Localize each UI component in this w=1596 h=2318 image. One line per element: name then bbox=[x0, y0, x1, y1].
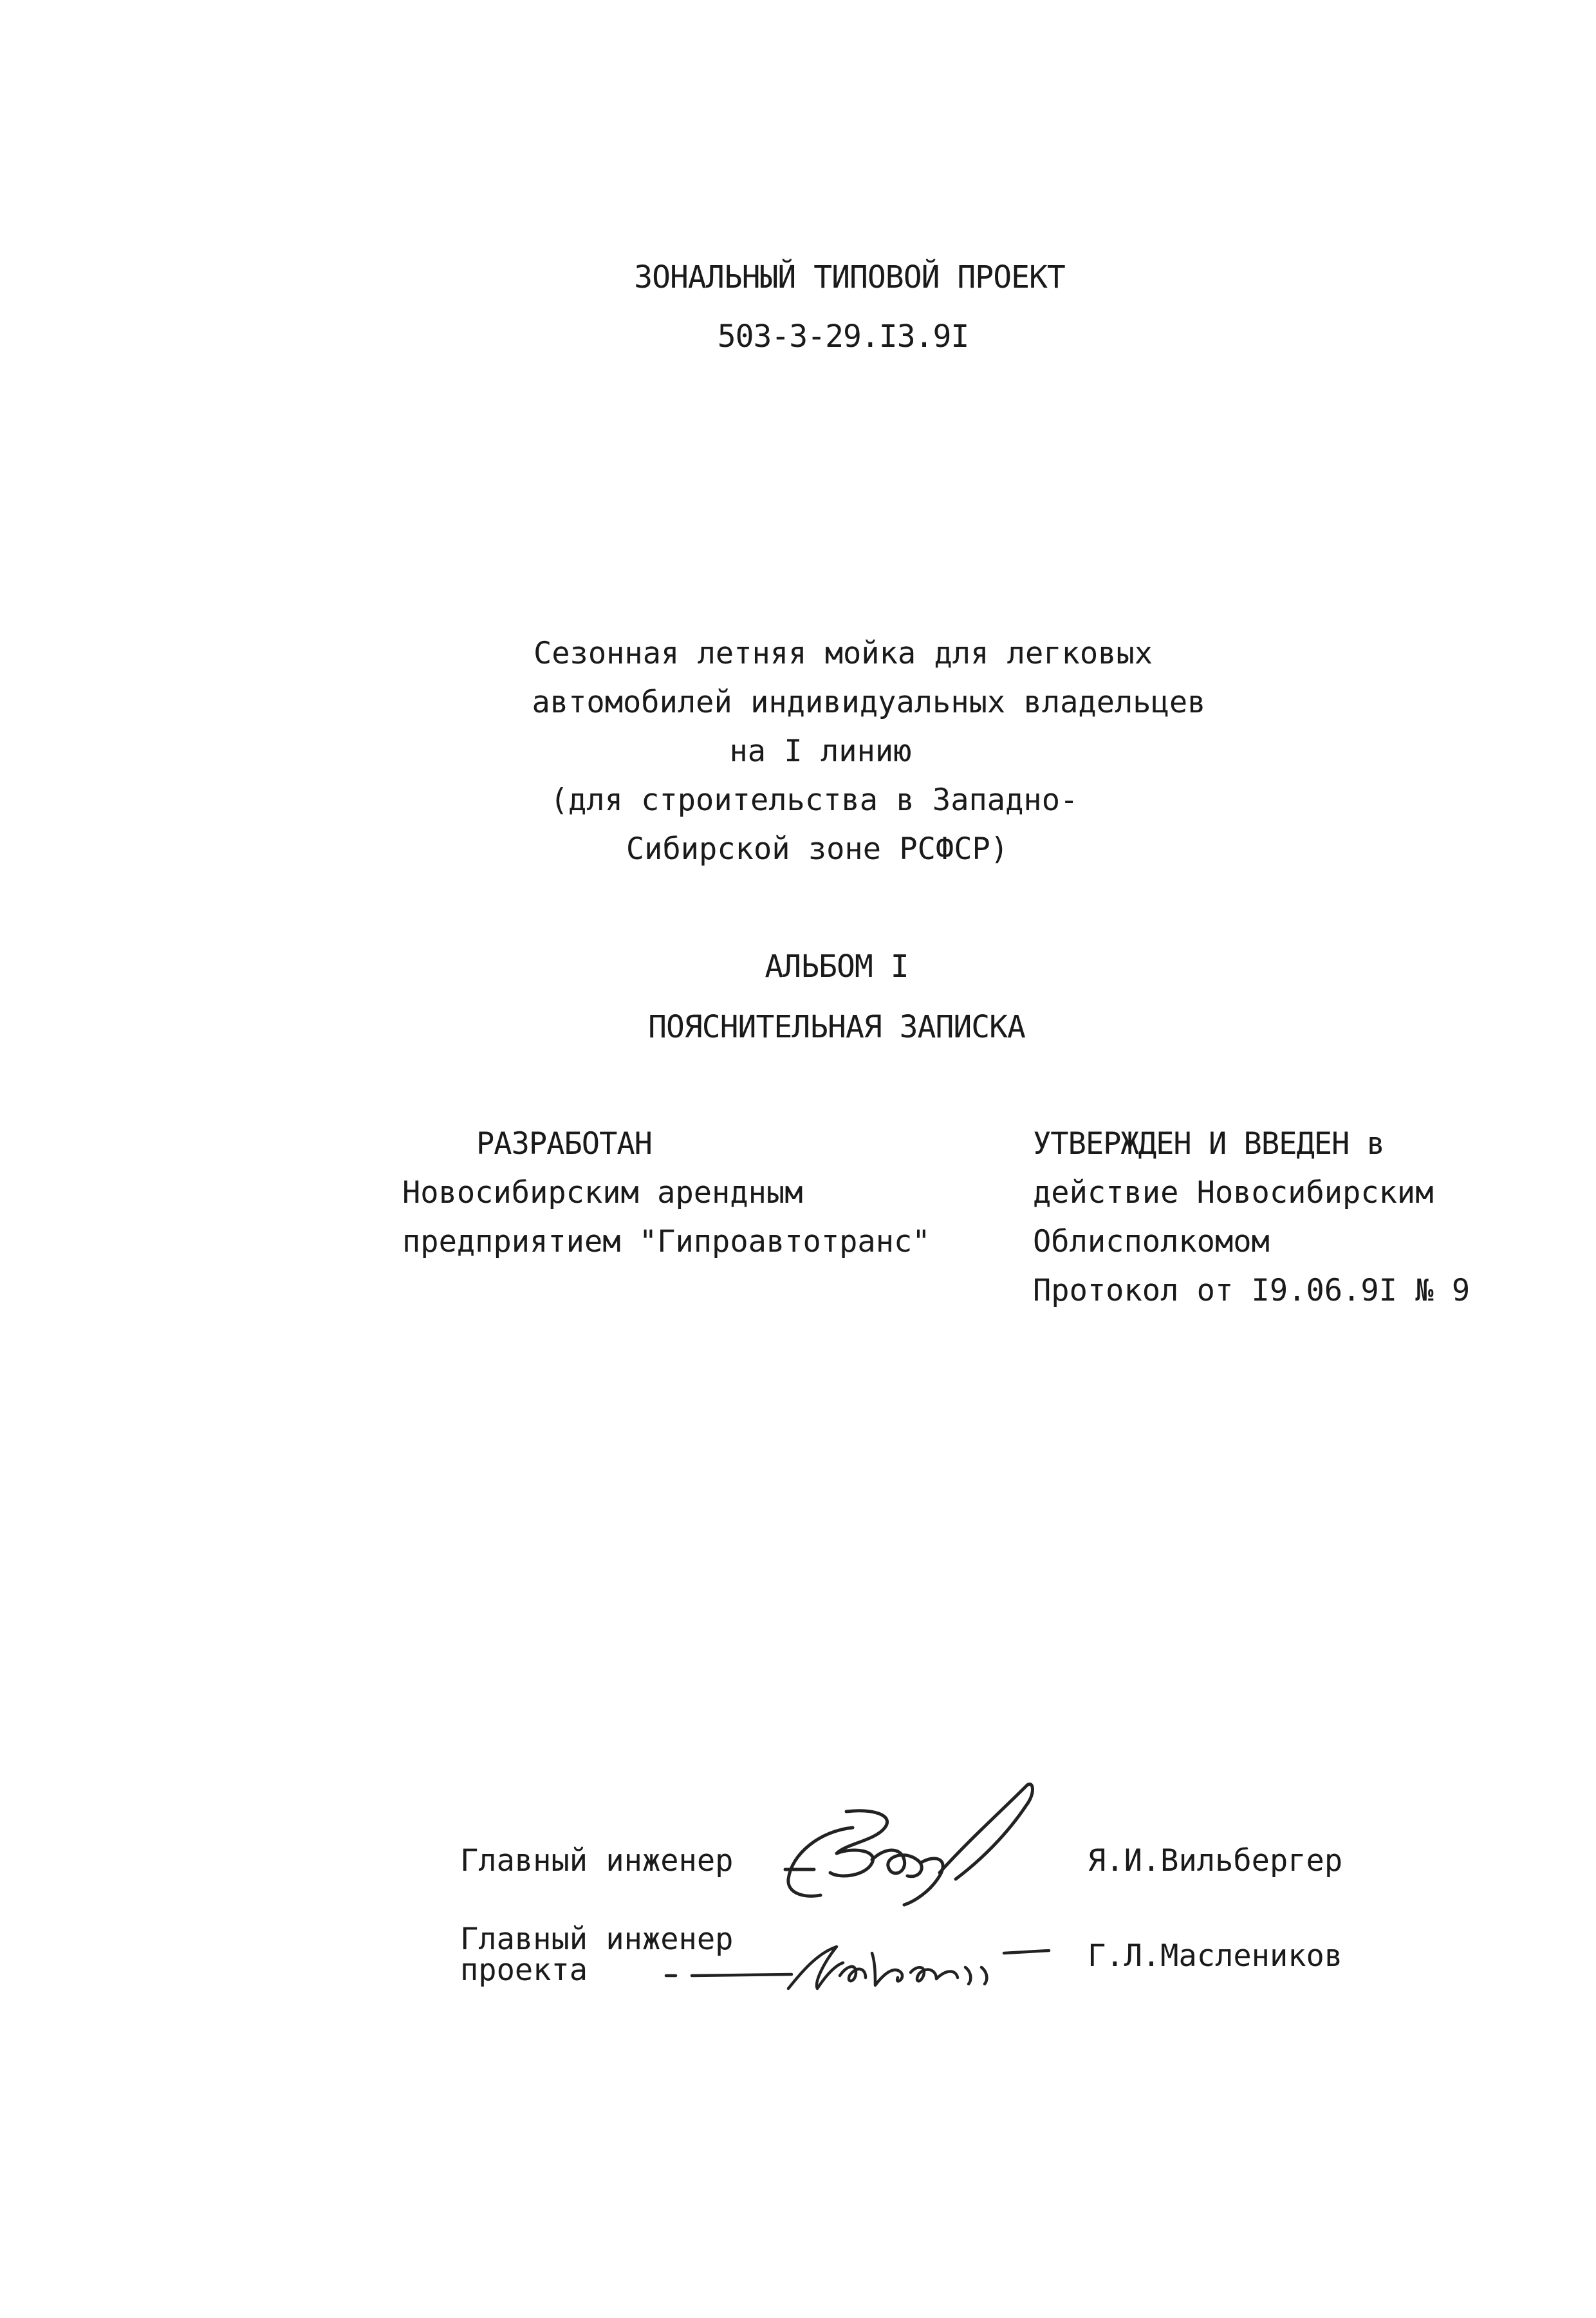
project-engineer-label-line-1: Главный инженер bbox=[460, 1922, 734, 1957]
project-code: 503-3-29.I3.9I bbox=[717, 319, 969, 355]
subject-line-2: автомобилей индивидуальных владельцев bbox=[532, 685, 1206, 720]
project-engineer-signature-icon bbox=[663, 1927, 1081, 1998]
project-engineer-name: Г.Л.Маслеников bbox=[1088, 1938, 1343, 1974]
subject-line-5: Сибирской зоне РСФСР) bbox=[626, 831, 1009, 867]
subject-line-1: Сезонная летняя мойка для легковых bbox=[533, 636, 1153, 671]
approved-line-3: Протокол от I9.06.9I № 9 bbox=[1033, 1273, 1471, 1308]
project-subject bbox=[0, 629, 1596, 874]
album-number: АЛЬБОМ I bbox=[765, 949, 909, 985]
project-engineer-label-line-2: проекта bbox=[460, 1952, 588, 1988]
approved-line-2: Облисполкомом bbox=[1033, 1224, 1270, 1259]
chief-engineer-name: Я.И.Вильбергер bbox=[1088, 1843, 1343, 1878]
subject-line-3: на I линию bbox=[729, 734, 912, 769]
approved-line-1: действие Новосибирским bbox=[1033, 1175, 1434, 1210]
album-heading bbox=[0, 936, 1596, 1057]
album-title: ПОЯСНИТЕЛЬНАЯ ЗАПИСКА bbox=[648, 1009, 1025, 1045]
subject-line-4: (для строительства в Западно- bbox=[550, 783, 1079, 818]
chief-engineer-label: Главный инженер bbox=[460, 1843, 734, 1878]
developed-heading: РАЗРАБОТАН bbox=[476, 1126, 652, 1162]
developed-block bbox=[402, 1120, 931, 1266]
document-header bbox=[0, 248, 1596, 366]
developed-line-2: предприятием "Гипроавтотранс" bbox=[402, 1224, 931, 1259]
chief-engineer-signature-icon bbox=[775, 1783, 1039, 1911]
approved-block bbox=[1033, 1120, 1470, 1315]
header-line-1: ЗОНАЛЬНЫЙ ТИПОВОЙ ПРОЕКТ bbox=[634, 259, 1065, 295]
approved-heading: УТВЕРЖДЕН И ВВЕДЕН в bbox=[1033, 1126, 1384, 1162]
developed-line-1: Новосибирским арендным bbox=[402, 1175, 803, 1210]
